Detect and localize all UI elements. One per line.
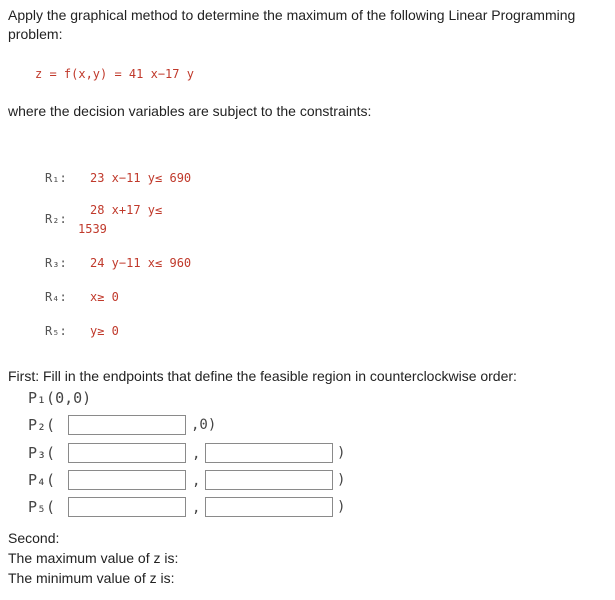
p3-close: ) bbox=[337, 445, 346, 461]
constraint-label-r4: R₄: bbox=[45, 290, 67, 304]
intro-text-line2: problem: bbox=[8, 26, 63, 42]
p4-y-input[interactable] bbox=[205, 470, 333, 490]
constraint-expr-r4: x≥ 0 bbox=[90, 290, 119, 304]
constraint-expr-r1: 23 x−11 y≤ 690 bbox=[90, 171, 192, 185]
constraint-label-r1: R₁: bbox=[45, 171, 67, 185]
p3-y-input[interactable] bbox=[205, 443, 333, 463]
p4-x-input[interactable] bbox=[68, 470, 186, 490]
second-heading: Second: bbox=[8, 530, 60, 546]
p2-x-input[interactable] bbox=[68, 415, 186, 435]
p5-y-input[interactable] bbox=[205, 497, 333, 517]
p4-close: ) bbox=[337, 472, 346, 488]
constraint-expr-r2-line1: 28 x+17 y≤ bbox=[90, 203, 163, 217]
constraint-expr-r2-line2: 1539 bbox=[78, 222, 107, 236]
p3-x-input[interactable] bbox=[68, 443, 186, 463]
p5-close: ) bbox=[337, 499, 346, 515]
constraint-label-r3: R₃: bbox=[45, 256, 67, 270]
point-label-p3: P₃( bbox=[28, 444, 56, 462]
intro-text-line1: Apply the graphical method to determine the maximum of the following Linear Programming bbox=[8, 7, 576, 23]
p5-comma: , bbox=[192, 500, 201, 516]
constraint-label-r5: R₅: bbox=[45, 324, 67, 338]
p3-comma: , bbox=[192, 446, 201, 462]
constraint-expr-r5: y≥ 0 bbox=[90, 324, 119, 338]
min-value-label: The minimum value of z is: bbox=[8, 570, 175, 586]
objective-function: z = f(x,y) = 41 x−17 y bbox=[35, 67, 194, 81]
p5-x-input[interactable] bbox=[68, 497, 186, 517]
constraints-intro: where the decision variables are subject to the constraints: bbox=[8, 103, 372, 119]
max-value-label: The maximum value of z is: bbox=[8, 550, 179, 566]
p2-fixed-y: ,0) bbox=[191, 417, 217, 433]
first-instruction: First: Fill in the endpoints that define the feasible region in counterclockwise order: bbox=[8, 368, 517, 384]
p4-comma: , bbox=[192, 473, 201, 489]
point-label-p2: P₂( bbox=[28, 416, 56, 434]
point-p1: P₁(0,0) bbox=[28, 389, 92, 407]
point-label-p5: P₅( bbox=[28, 498, 56, 516]
constraint-expr-r3: 24 y−11 x≤ 960 bbox=[90, 256, 192, 270]
point-label-p4: P₄( bbox=[28, 471, 56, 489]
constraint-label-r2: R₂: bbox=[45, 212, 67, 226]
